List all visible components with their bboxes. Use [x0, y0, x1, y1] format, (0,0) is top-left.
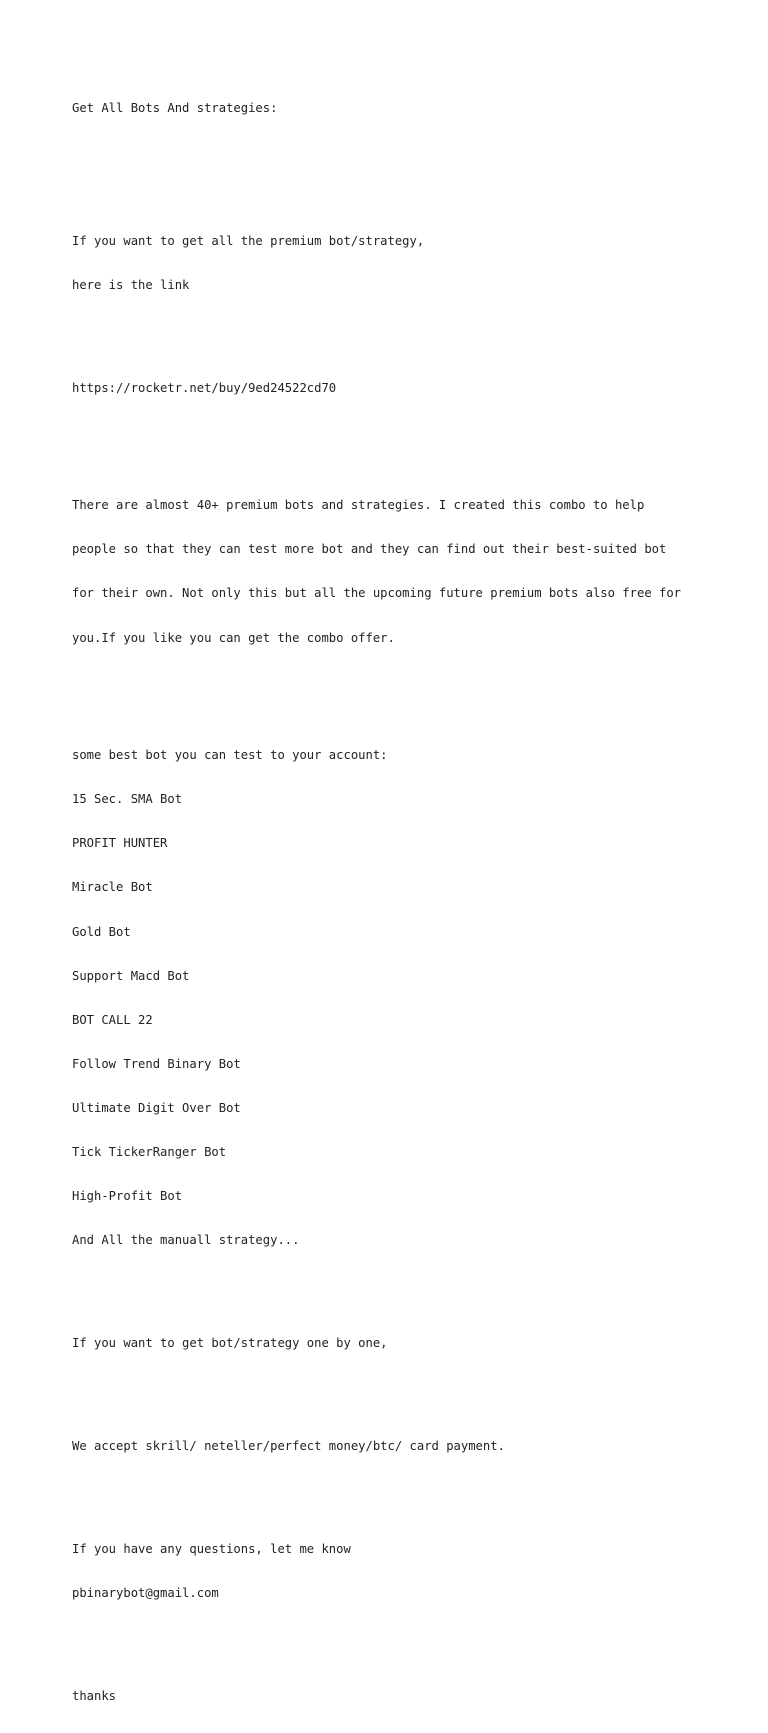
spacer [72, 1630, 712, 1645]
questions-text: If you have any questions, let me know [72, 1541, 351, 1556]
bot-list-item: And All the manuall strategy... [72, 1233, 300, 1248]
paragraph-line: for their own. Not only this but all the upcoming future premium bots also free for [72, 586, 682, 601]
spacer [72, 1277, 712, 1292]
payment-text: We accept skrill/ neteller/perfect money/btc/ card payment. [72, 1438, 505, 1453]
spacer [72, 322, 712, 337]
bot-list-item: BOT CALL 22 [72, 1012, 153, 1027]
one-by-one-text: If you want to get bot/strategy one by one, [72, 1336, 388, 1351]
bot-list-item: Support Macd Bot [72, 968, 190, 983]
bot-list-item: Tick TickerRanger Bot [72, 1145, 227, 1159]
bot-list-item: Miracle Bot [72, 880, 153, 895]
spacer [72, 1483, 712, 1498]
bot-list-item: Ultimate Digit Over Bot [72, 1100, 241, 1115]
paragraph-line: people so that they can test more bot and they can find out their best-suited bot [72, 542, 667, 557]
purchase-link[interactable]: https://rocketr.net/buy/9ed24522cd70 [72, 380, 337, 395]
bot-list-item: 15 Sec. SMA Bot [72, 792, 183, 807]
bot-list-item: High-Profit Bot [72, 1189, 183, 1204]
bot-list-item: PROFIT HUNTER [72, 836, 168, 851]
intro-line: here is the link [72, 277, 190, 292]
intro-line: If you want to get all the premium bot/strategy, [72, 233, 425, 248]
document-title: Get All Bots And strategies: [72, 101, 278, 116]
signoff-text: thanks [72, 1688, 117, 1703]
bot-list-heading: some best bot you can test to your account: [72, 748, 388, 763]
bot-list-item: Gold Bot [72, 924, 131, 939]
spacer [72, 675, 712, 704]
contact-email[interactable]: pbinarybot@gmail.com [72, 1585, 219, 1600]
document-body [72, 72, 712, 1733]
paragraph-line: There are almost 40+ premium bots and strategies. I created this combo to help [72, 498, 645, 513]
bot-list-item: Follow Trend Binary Bot [72, 1056, 241, 1071]
spacer [72, 146, 712, 190]
paragraph-line: you.If you like you can get the combo offer. [72, 630, 395, 645]
spacer [72, 425, 712, 454]
spacer [72, 1380, 712, 1395]
